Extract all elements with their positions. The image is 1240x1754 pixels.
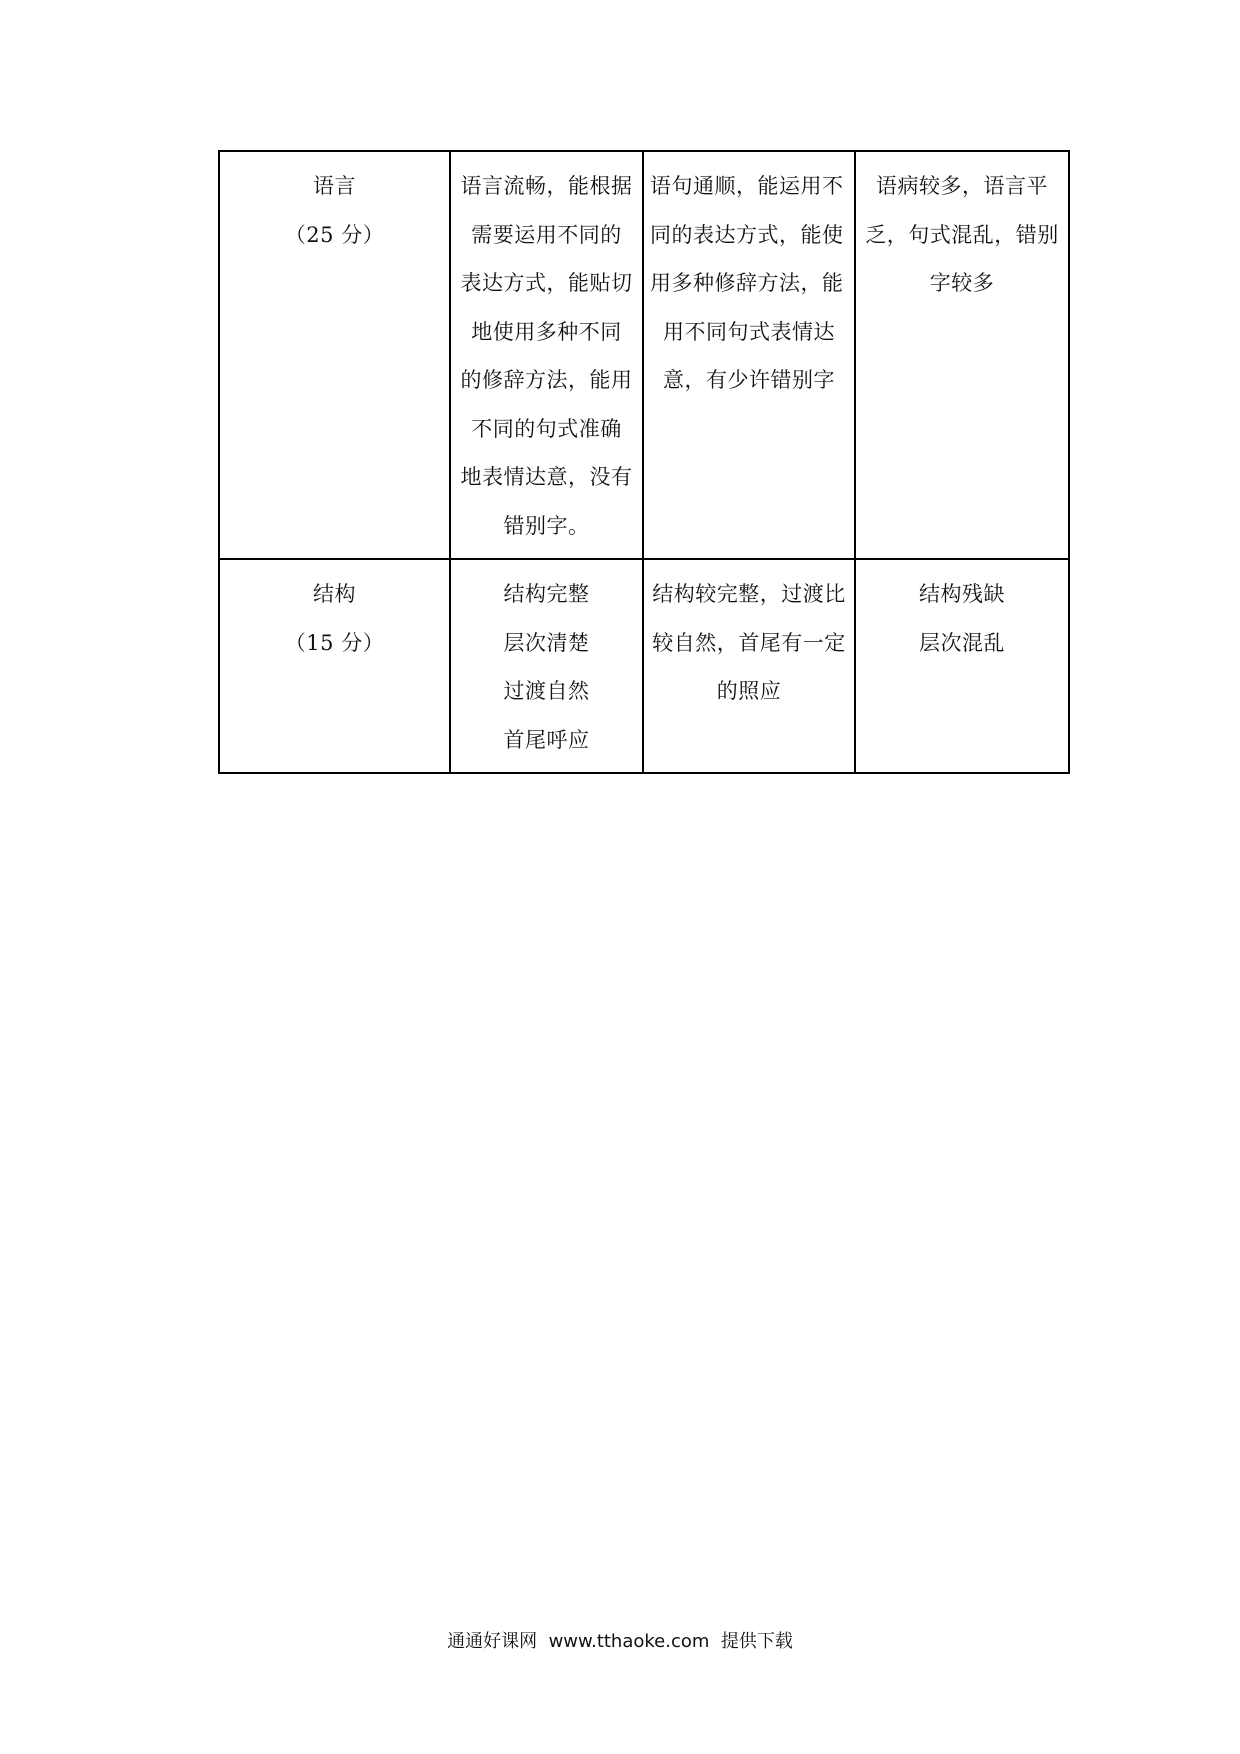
cell-text-line: 语病较多，语言平 — [876, 174, 1048, 198]
cell-text-line: 层次混乱 — [919, 630, 1005, 655]
category-score: （25 分） — [284, 222, 385, 247]
cell-text-line: 不同的句式准确 — [471, 416, 622, 441]
level-cell-language-1 — [450, 151, 643, 559]
cell-text-line: 语言流畅，能根据 — [460, 174, 633, 198]
level-cell-structure-1 — [450, 559, 643, 773]
category-name: 语言 — [313, 174, 356, 198]
cell-text-line: 字较多 — [929, 271, 995, 295]
cell-text-line: 用不同句式表情达 — [663, 319, 835, 344]
cell-text-line: 地表情达意，没有 — [460, 465, 633, 489]
cell-text-line: 较自然，首尾有一定 — [652, 630, 846, 655]
level-cell-language-3 — [855, 151, 1069, 559]
cell-text-line: 需要运用不同的 — [471, 222, 622, 247]
cell-text-line: 地使用多种不同 — [471, 319, 622, 344]
cell-text-line: 首尾呼应 — [503, 727, 590, 752]
cell-text-line: 表达方式，能贴切 — [460, 271, 633, 295]
cell-text-line: 过渡自然 — [503, 679, 590, 703]
cell-text-line: 语句通顺，能运用不 — [650, 174, 844, 198]
category-name: 结构 — [313, 582, 356, 606]
cell-text-line: 的照应 — [716, 679, 782, 703]
level-cell-structure-2 — [643, 559, 855, 773]
rubric-row-structure — [219, 559, 1069, 773]
category-cell-structure — [219, 559, 450, 773]
category-score: （15 分） — [284, 630, 385, 655]
page-footer: 通通好课网 www.tthaoke.com 提供下载 — [447, 1631, 793, 1652]
level-cell-language-2 — [643, 151, 855, 559]
cell-text-line: 错别字。 — [503, 513, 590, 538]
cell-text-line: 结构完整 — [503, 582, 590, 606]
cell-text-line: 的修辞方法，能用 — [460, 368, 633, 392]
cell-text-line: 结构残缺 — [919, 582, 1005, 606]
rubric-row-language — [219, 151, 1069, 559]
cell-text-line: 意，有少许错别字 — [663, 368, 835, 392]
cell-text-line: 用多种修辞方法，能 — [650, 271, 844, 295]
category-cell-language — [219, 151, 450, 559]
cell-text-line: 同的表达方式，能使 — [650, 222, 844, 247]
cell-text-line: 乏，句式混乱，错别 — [865, 222, 1059, 247]
level-cell-structure-3 — [855, 559, 1069, 773]
scoring-rubric-table — [218, 150, 1070, 774]
cell-text-line: 层次清楚 — [503, 630, 590, 655]
cell-text-line: 结构较完整，过渡比 — [652, 582, 846, 606]
